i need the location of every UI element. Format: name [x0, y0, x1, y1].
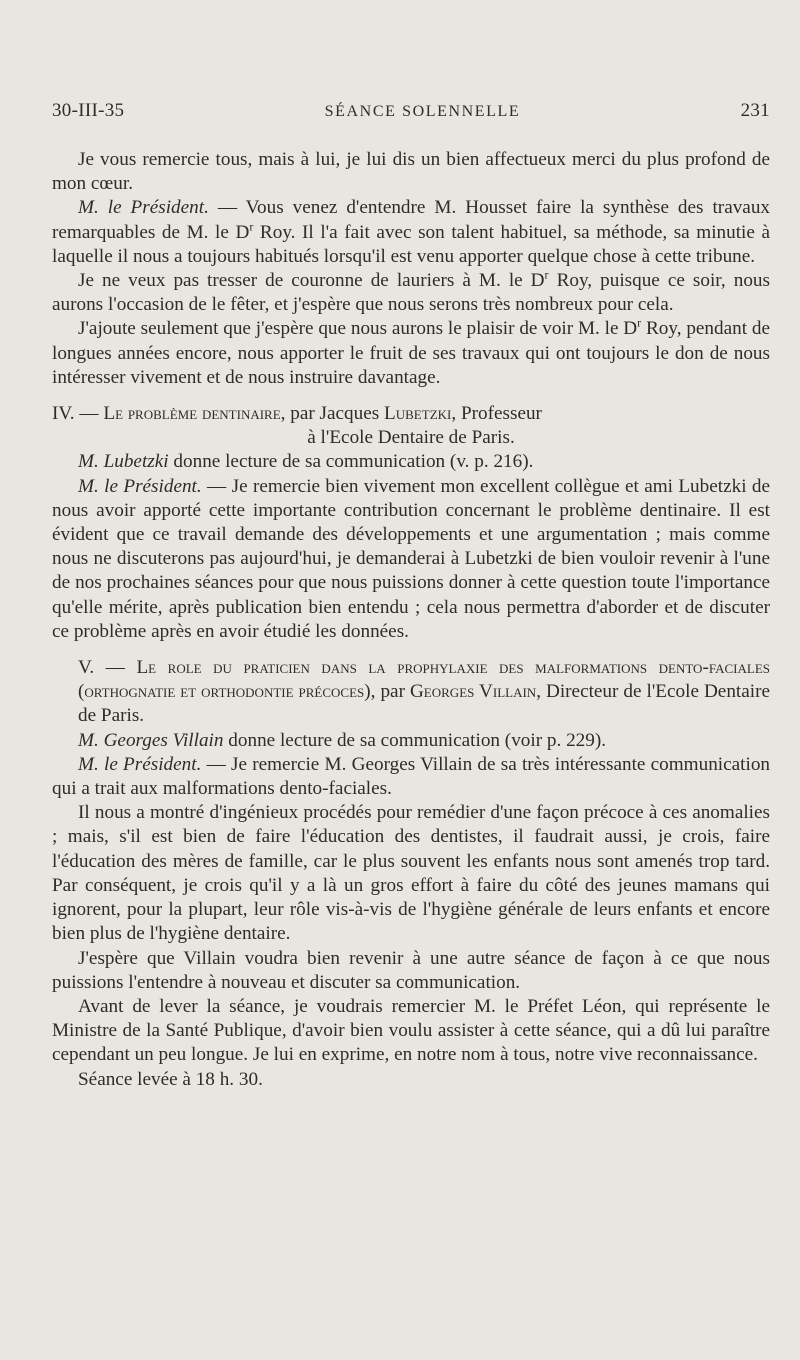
page-number: 231 — [740, 100, 770, 121]
paragraph: Séance levée à 18 h. 30. — [78, 1068, 263, 1090]
paragraph: M. le Président. — Vous venez d'entendre M. Housset faire la synthèse des travaux remarquables de M. le $D^r$ Roy. Il l'a fait avec son talent habituel, sa méthode, sa minutie à laquelle il nous a toujours habitués lorsqu'il est venu apporter quelque chose à cette tribune. — [52, 197, 771, 267]
paragraph: M. le Président. — Je remercie M. Georges Villain de sa très intéressante communication qui a trait aux malformations dento-faciales. — [52, 753, 771, 800]
paragraph: Je vous remercie tous, mais à lui, je lui dis un bien affectueux merci du plus profond de mon cœur. — [52, 149, 770, 195]
header-date: 30-III-35 — [52, 100, 125, 121]
paragraph: M. Lubetzki donne lecture de sa communication (v. p. 216). — [78, 451, 534, 473]
speaker: M. Georges Villain — [78, 729, 224, 751]
section-heading-iv: IV. — Le problème dentinaire, par Jacques Lubetzki, Professeur — [52, 403, 542, 425]
paragraph: J'espère que Villain voudra bien revenir à une autre séance de façon à ce que nous puissions l'entendre à nouveau et discuter sa communication. — [52, 947, 770, 993]
section-heading-v: V. — Le role du praticien dans la prophylaxie des malformations dento-faciales (orthognatie et orthodontie précoces), par Georges Villain, Directeur de l'Ecole Dentaire de Paris. — [78, 657, 770, 727]
header-title: SÉANCE SOLENNELLE — [324, 103, 521, 120]
paragraph: M. Georges Villain donne lecture de sa communication (voir p. 229). — [78, 729, 607, 751]
speaker: M. le Président. — [78, 753, 202, 775]
paragraph: Avant de lever la séance, je voudrais remercier M. le Préfet Léon, qui représente le Ministre de la Santé Publique, d'avoir bien voulu assister à cette séance, qui a dû lui paraître cependant un peu longue. Je lui en exprime, en notre nom à tous, notre vive reconnaissance. — [52, 995, 770, 1066]
paragraph: M. le Président. — Je remercie bien vivement mon excellent collègue et ami Lubetzki de nous avoir apporté cette importante contribution concernant le problème dentinaire. Il est évident que ce travail demande des développements et une argumentation ; mais comme nous ne discuterons pas aujourd'hui, je demanderai à Lubetzki de bien vouloir revenir à l'une de nos prochaines séances pour que nous puissions donner à cette question toute l'importance qu'elle mérite, après publication bien entendu ; cela nous permettra d'aborder et de discuter ce problème après en avoir étudié les données. — [52, 475, 770, 642]
speaker: M. le Président. — [78, 475, 202, 497]
running-head — [52, 100, 770, 122]
paragraph: J'ajoute seulement que j'espère que nous aurons le plaisir de voir M. le $D^r$ Roy, pendant de longues années encore, nous apporter le fruit de ses travaux qui ont toujours le don de nous intéresser vivement et de nous instruire davantage. — [52, 316, 770, 388]
speaker: M. Lubetzki — [78, 451, 169, 473]
paragraph: Il nous a montré d'ingénieux procédés pour remédier d'une façon précoce à ces anomalies ; mais, s'il est bien de faire l'éducation des dentistes, il faudrait aussi, je crois, faire l'éducation des mères de famille, car le plus souvent les enfants nous sont amenés trop tard. Par conséquent, je crois qu'il y a là un gros effort à faire du côté des jeunes mamans qui ignorent, pour la plupart, leur rôle vis-à-vis de l'hygiène générale de leurs enfants et encore bien plus de l'hygiène dentaire. — [52, 802, 770, 945]
section-heading-iv-affiliation: à l'Ecole Dentaire de Paris. — [307, 427, 515, 449]
body-text — [52, 148, 770, 1092]
speaker: M. le Président. — [78, 197, 209, 219]
paragraph: Je ne veux pas tresser de couronne de lauriers à M. le $D^r$ Roy, puisque ce soir, nous aurons l'occasion de le fêter, et j'espère que nous serons très nombreux pour cela. — [52, 267, 770, 316]
